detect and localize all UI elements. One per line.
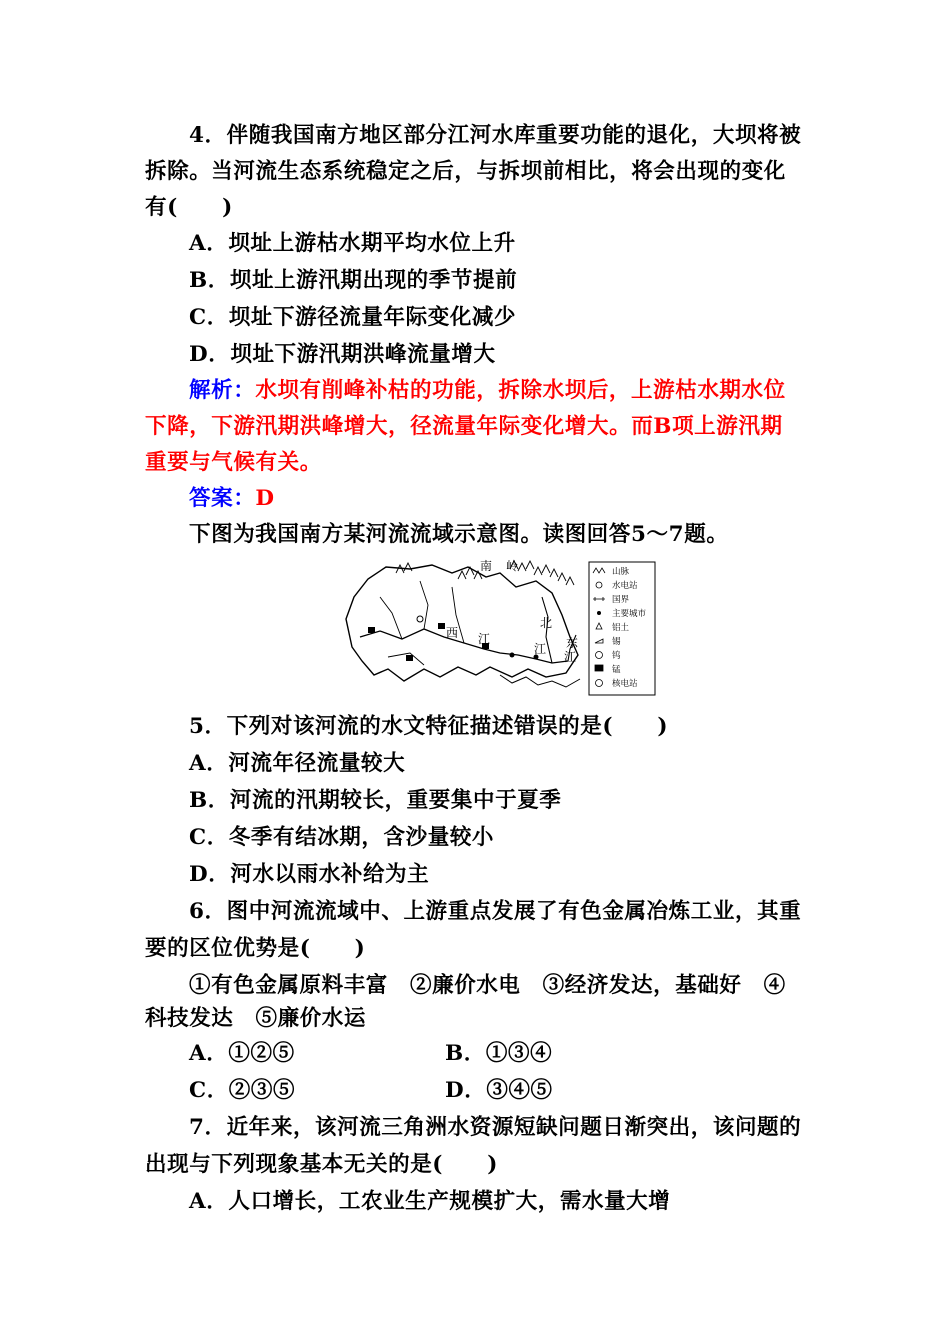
q6-options-row-1	[189, 1039, 810, 1069]
river-basin-map	[340, 557, 658, 699]
answer-label: 答案：	[189, 486, 256, 511]
legend-city: 主要城市	[612, 609, 647, 619]
q4-option-b: B．坝址上游汛期出现的季节提前	[189, 268, 518, 293]
map-label-jiang-3: 江	[564, 650, 577, 664]
legend-manganese: 锰	[612, 665, 621, 675]
q4-option-c: C．坝址下游径流量年际变化减少	[189, 305, 517, 330]
q7-stem-line-1: 7．近年来，该河流三角洲水资源短缺问题日渐突出，该问题的	[189, 1115, 802, 1140]
q6-options-row-2	[189, 1076, 810, 1106]
q5-option-d: D．河水以雨水补给为主	[189, 862, 430, 887]
q4-analysis-line-3: 重要与气候有关。	[145, 450, 322, 475]
map-label-jiang-2: 江	[534, 642, 547, 656]
q4-answer	[189, 484, 810, 514]
q6-stem-line-2: 要的区位优势是( )	[145, 936, 366, 961]
q4-stem-line-3: 有( )	[145, 195, 233, 220]
q4-analysis-line-1	[189, 376, 810, 406]
q6-option-a: A．①②⑤	[189, 1041, 295, 1066]
q6-option-b: B．①③④	[445, 1041, 553, 1066]
q5-option-c: C．冬季有结冰期，含沙量较小	[189, 825, 495, 850]
q6-stem-line-1: 6．图中河流流域中、上游重点发展了有色金属冶炼工业，其重	[189, 899, 802, 924]
legend-bauxite: 铝土	[612, 623, 630, 633]
legend-mountain: 山脉	[612, 567, 630, 577]
map-label-ling: 岭	[506, 559, 519, 573]
q6-choices-line-2: 科技发达 ⑤廉价水运	[145, 1006, 367, 1031]
map-labels	[446, 558, 578, 664]
answer-value: D	[255, 486, 275, 511]
map-label-dong: 东	[566, 636, 579, 650]
q7-stem-line-2: 出现与下列现象基本无关的是( )	[145, 1152, 499, 1177]
q4-analysis-line-2: 下降，下游汛期洪峰增大，径流量年际变化增大。而B项上游汛期	[145, 414, 783, 439]
legend-tungsten: 钨	[612, 651, 621, 661]
legend-hydropower: 水电站	[612, 581, 638, 591]
legend-tin: 锡	[612, 637, 621, 647]
q4-option-a: A．坝址上游枯水期平均水位上升	[189, 231, 516, 256]
q6-option-d: D．③④⑤	[445, 1078, 553, 1103]
map-label-nan: 南	[480, 559, 493, 573]
map-label-jiang-1: 江	[478, 632, 491, 646]
q5-option-a: A．河流年径流量较大	[189, 751, 406, 776]
map-label-bei: 北	[540, 616, 553, 630]
q5-stem: 5．下列对该河流的水文特征描述错误的是( )	[189, 714, 669, 739]
q6-option-c: C．②③⑤	[189, 1078, 296, 1103]
analysis-label: 解析：	[189, 378, 256, 403]
map-label-xi: 西	[446, 626, 459, 640]
legend-border: 国界	[612, 595, 630, 605]
q5-option-b: B．河流的汛期较长，重要集中于夏季	[189, 788, 562, 813]
map-intro: 下图为我国南方某河流流域示意图。读图回答5～7题。	[189, 522, 729, 547]
legend-nuclear: 核电站	[612, 679, 638, 689]
q4-option-d: D．坝址下游汛期洪峰流量增大	[189, 342, 496, 367]
q7-option-a: A．人口增长，工农业生产规模扩大，需水量大增	[189, 1189, 671, 1214]
analysis-text: 水坝有削峰补枯的功能，拆除水坝后，上游枯水期水位	[255, 378, 786, 403]
q6-choices-line-1: ①有色金属原料丰富 ②廉价水电 ③经济发达，基础好 ④	[189, 973, 786, 998]
q4-stem-line-1: 4．伴随我国南方地区部分江河水库重要功能的退化，大坝将被	[189, 123, 802, 148]
q4-stem-line-2: 拆除。当河流生态系统稳定之后，与拆坝前相比，将会出现的变化	[145, 159, 786, 184]
